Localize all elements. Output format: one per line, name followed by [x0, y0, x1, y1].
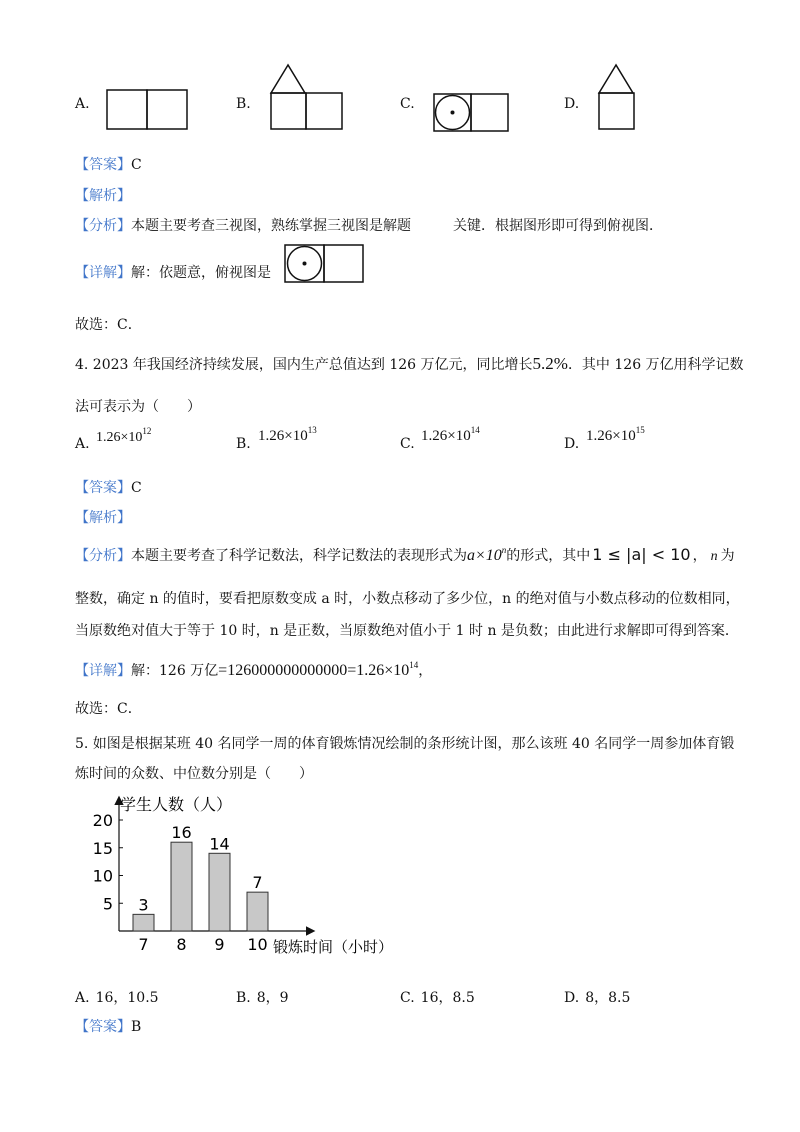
fenxi-text-c: ，: [692, 548, 707, 564]
option-exponent: 13: [307, 425, 317, 435]
q3-answer: [75, 154, 142, 174]
bar-8: [171, 842, 192, 931]
detail-text: 解：依题意，俯视图是: [131, 265, 271, 281]
option-base: 1.26×10: [586, 428, 636, 444]
fenxi-tag: 【分析】: [75, 548, 131, 564]
option-letter: A.: [75, 990, 90, 1006]
x-tick-label: 9: [214, 935, 225, 954]
q4-stem-text: 4. 2023 年我国经济持续发展，国内生产总值达到 126 万亿元，同比增长: [75, 357, 533, 373]
q5-stem-line-2: 炼时间的众数、中位数分别是（ ）: [75, 766, 313, 782]
q4-fenxi-line-2: 整数，确定 n 的值时，要看把原数变成 a 时，小数点移动了多少位，n 的绝对值与小数点移动的位数相同，: [75, 591, 740, 607]
q4-option-d-value: [586, 425, 645, 445]
option-letter: B.: [236, 436, 251, 452]
option-letter: D.: [564, 436, 580, 452]
fenxi-text-2: 关键．根据图形即可得到俯视图．: [453, 218, 663, 234]
q4-option-b-value: [258, 425, 317, 445]
q5-option-a: [75, 987, 159, 1007]
answer-tag: 【答案】: [75, 157, 131, 173]
q3-option-b-letter: B.: [236, 96, 251, 112]
q4-option-b: [236, 436, 251, 452]
detail-exponent: 14: [409, 660, 419, 670]
option-base: 1.26×10: [258, 428, 308, 444]
option-exponent: 12: [142, 426, 152, 436]
option-text: 8，8.5: [585, 990, 631, 1006]
y-tick-label: 20: [92, 811, 113, 830]
two-squares-view-icon: [106, 88, 190, 132]
y-tick-label: 5: [102, 894, 113, 914]
bar-data-label: 3: [138, 895, 149, 915]
option-exponent: 14: [470, 425, 480, 435]
fenxi-var-n: n: [710, 549, 718, 564]
triangle-over-left-square-view-icon: [268, 62, 348, 134]
bar-chart: [85, 792, 425, 967]
q4-option-c-value: [421, 425, 480, 445]
q4-option-a-value: [96, 426, 151, 446]
q4-option-c: [400, 436, 415, 452]
q4-stem-percent: 5.2%: [532, 354, 568, 373]
detail-text: 解：126 万亿: [131, 663, 219, 679]
q5-stem-line-1: 5. 如图是根据某班 40 名同学一周的体育锻炼情况绘制的条形统计图，那么该班 40 名同学一周参加体育锻: [75, 736, 735, 752]
fenxi-form-exponent: n: [501, 545, 507, 555]
answer-value: B: [131, 1019, 142, 1035]
answer-value: C: [131, 157, 142, 173]
fenxi-text-b: 的形式，其中: [506, 548, 591, 564]
q3-option-c-letter: C.: [400, 96, 415, 112]
fenxi-text-e: 为: [720, 548, 735, 564]
detail-math: =126000000000000=1.26×10: [218, 662, 410, 679]
q4-stem-line-1: [75, 354, 744, 374]
q4-stem-text-2: ．其中 126 万亿用科学记数: [567, 357, 744, 373]
option-letter: C.: [400, 990, 415, 1006]
q3-fenxi-line: [75, 215, 663, 235]
q4-stem-line-2: 法可表示为（ ）: [75, 399, 201, 415]
option-letter: C.: [400, 436, 415, 452]
q5-answer: [75, 1016, 141, 1036]
q5-option-b: [236, 987, 289, 1007]
q4-option-a: [75, 436, 90, 452]
q3-option-a-letter: A.: [75, 96, 90, 112]
triangle-over-square-view-icon: [596, 62, 642, 134]
answer-tag: 【答案】: [75, 1019, 131, 1035]
q4-detail-line: [75, 660, 432, 680]
circle-in-left-square-view-icon: [283, 243, 367, 285]
x-tick-label: 7: [138, 935, 149, 954]
q4-option-d: [564, 436, 579, 452]
option-text: 16，8.5: [420, 990, 475, 1006]
option-text: 8，9: [256, 990, 289, 1006]
detail-tag: 【详解】: [75, 663, 131, 679]
fenxi-text-1: 本题主要考查三视图，熟练掌握三视图是解题: [131, 218, 411, 234]
q4-fenxi-line-3: 当原数绝对值大于等于 10 时，n 是正数，当原数绝对值小于 1 时 n 是负数；由此进行求解即可得到答案．: [75, 623, 739, 639]
x-tick-label: 8: [176, 935, 187, 954]
option-base: 1.26×10: [96, 430, 143, 445]
q3-detail-line: [75, 262, 271, 282]
detail-end: ，: [418, 663, 433, 679]
q4-conclusion: 故选：C．: [75, 701, 142, 717]
bar-10: [247, 892, 268, 931]
option-base: 1.26×10: [421, 428, 471, 444]
q4-analysis-tag: 【解析】: [75, 510, 131, 526]
y-tick-label: 10: [92, 866, 113, 886]
q4-fenxi-line-1: [75, 545, 735, 565]
q5-option-d: [564, 987, 630, 1007]
option-letter: B.: [236, 990, 251, 1006]
y-tick-label: 15: [92, 838, 113, 858]
x-tick-label: 10: [247, 935, 268, 954]
x-axis-label: 锻炼时间（小时）: [273, 938, 394, 956]
fenxi-form: a×10: [467, 547, 502, 564]
bar-data-label: 16: [171, 823, 192, 843]
q3-analysis-tag: 【解析】: [75, 188, 131, 204]
circle-in-left-square-view-icon: [432, 92, 512, 134]
bars: [133, 823, 268, 954]
option-letter: A.: [75, 436, 90, 452]
q4-answer: [75, 477, 142, 497]
q3-option-d-letter: D.: [564, 96, 580, 112]
option-letter: D.: [564, 990, 580, 1006]
bar-7: [133, 914, 154, 931]
fenxi-text: 本题主要考查了科学记数法，科学记数法的表现形式为: [131, 548, 467, 564]
bar-9: [209, 853, 230, 931]
q5-option-c: [400, 987, 475, 1007]
answer-tag: 【答案】: [75, 480, 131, 496]
option-exponent: 15: [635, 425, 645, 435]
bar-data-label: 7: [252, 873, 263, 893]
fenxi-inequality: 1 ≤ |a| < 10: [592, 545, 691, 564]
option-text: 16，10.5: [95, 990, 159, 1006]
detail-tag: 【详解】: [75, 265, 131, 281]
bar-data-label: 14: [209, 834, 230, 854]
answer-value: C: [131, 480, 142, 496]
fenxi-tag: 【分析】: [75, 218, 131, 234]
q3-conclusion: 故选：C．: [75, 317, 142, 333]
y-axis-label: 学生人数（人）: [120, 795, 233, 814]
